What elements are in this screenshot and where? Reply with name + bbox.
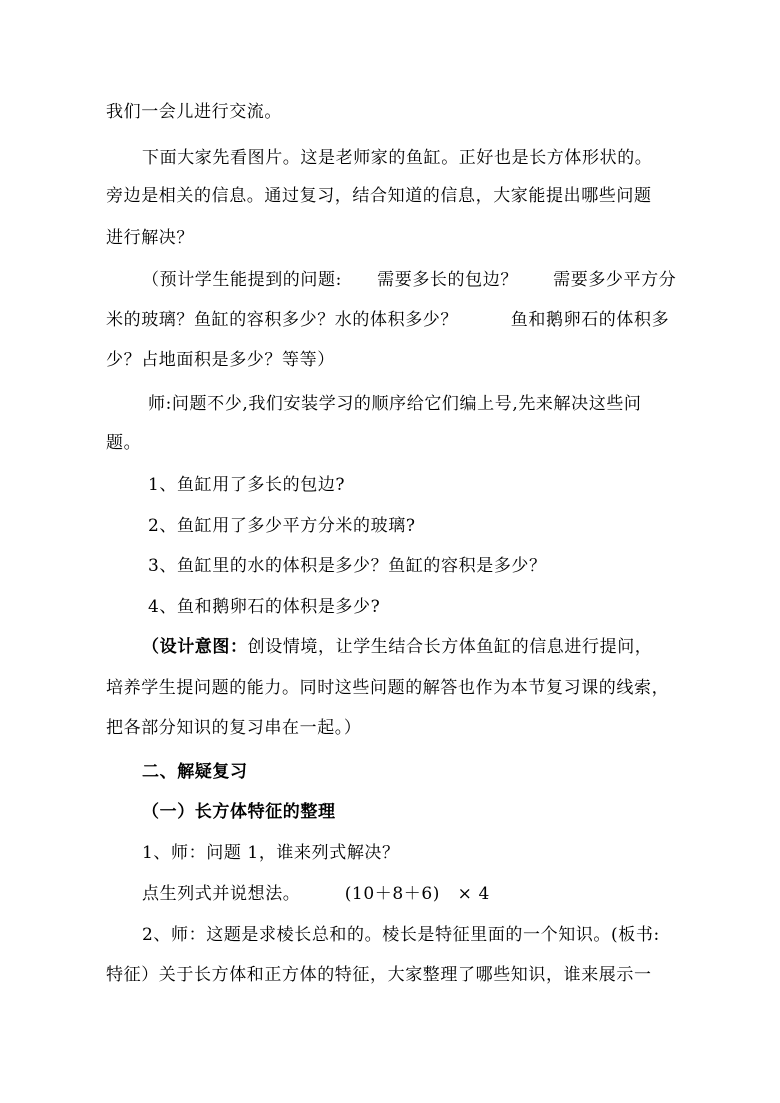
- paragraph-line: 培养学生提问题的能力。同时这些问题的解答也作为本节复习课的线索，: [106, 678, 670, 698]
- paragraph-line: 特征）关于长方体和正方体的特征，大家整理了哪些知识，谁来展示一: [106, 965, 652, 985]
- paragraph-line: （预计学生能提到的问题: 需要多长的包边？ 需要多少平方分: [142, 270, 677, 290]
- section-heading: 二、解疑复习: [142, 762, 248, 782]
- paragraph-line: 旁边是相关的信息。通过复习，结合知道的信息，大家能提出哪些问题: [106, 186, 652, 206]
- paragraph-line: 下面大家先看图片。这是老师家的鱼缸。正好也是长方体形状的。: [142, 148, 653, 168]
- paragraph-line: 进行解决？: [106, 228, 194, 248]
- subsection-heading: （一）长方体特征的整理: [142, 802, 336, 822]
- paragraph-line: 师:问题不少,我们安装学习的顺序给它们编上号,先来解决这些问: [148, 394, 642, 414]
- design-intent-label: （设计意图：: [142, 637, 248, 657]
- paragraph-line: 米的玻璃？鱼缸的容积多少？水的体积多少？ 鱼和鹅卵石的体积多: [106, 310, 670, 330]
- formula-line: 点生列式并说想法。 (10＋8＋6) × 4: [142, 884, 490, 904]
- paragraph-line: 2、师：这题是求棱长总和的。棱长是特征里面的一个知识。(板书:: [142, 925, 660, 945]
- paragraph-line: 把各部分知识的复习串在一起。）: [106, 718, 362, 738]
- paragraph-line: 题。: [106, 433, 142, 453]
- paragraph-line: 我们一会儿进行交流。: [106, 102, 282, 122]
- list-item: 2、鱼缸用了多少平方分米的玻璃?: [148, 516, 416, 536]
- design-intent-text: 创设情境，让学生结合长方体鱼缸的信息进行提问，: [247, 637, 653, 657]
- list-item: 3、鱼缸里的水的体积是多少？鱼缸的容积是多少？: [148, 556, 547, 576]
- paragraph-line: 少？占地面积是多少？等等）: [106, 350, 335, 370]
- paragraph-line: 1、师：问题 1，谁来列式解决？: [142, 843, 400, 863]
- design-intent-line: [142, 637, 652, 657]
- list-item: 4、鱼和鹅卵石的体积是多少?: [148, 597, 381, 617]
- list-item: 1、鱼缸用了多长的包边?: [148, 475, 346, 495]
